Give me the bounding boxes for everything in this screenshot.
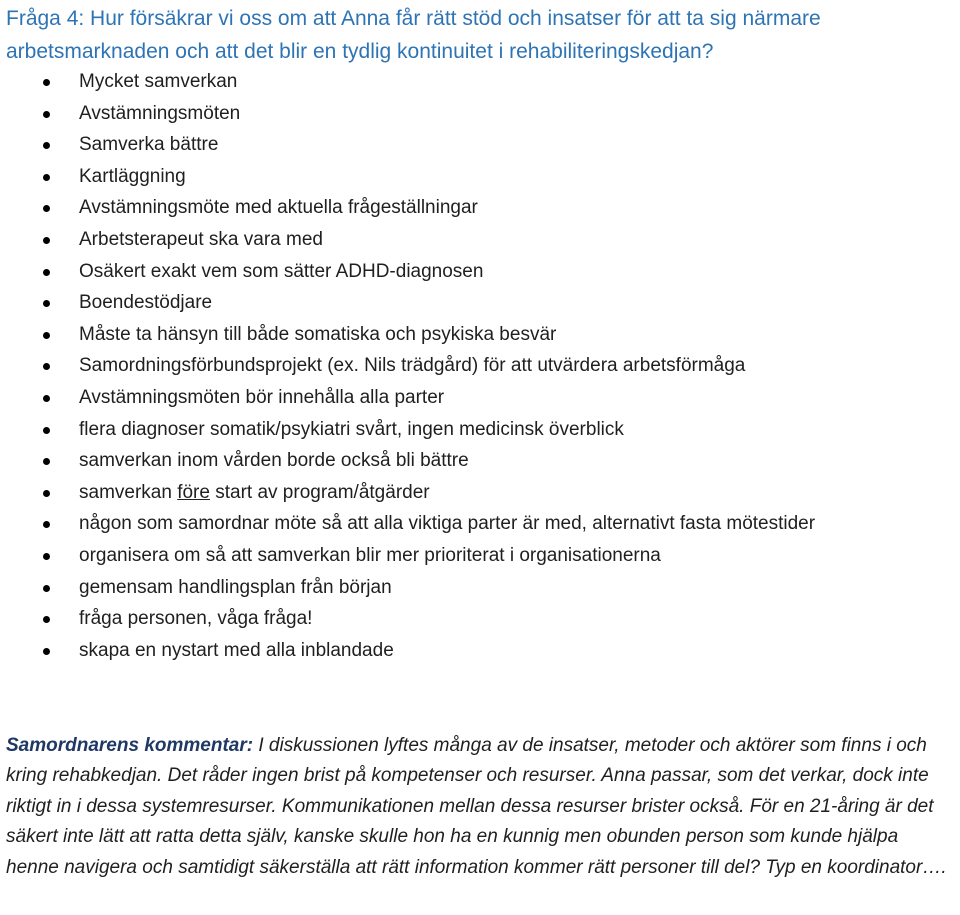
list-item [0, 192, 815, 224]
list-item [0, 572, 815, 604]
list-item [0, 161, 815, 193]
bullet-icon [43, 585, 50, 592]
list-item [0, 382, 815, 414]
list-item-text: samverkan inom vården borde också bli bättre [79, 450, 469, 472]
list-item-text-before: samverkan [79, 481, 178, 503]
list-item [0, 256, 815, 288]
bullet-icon [43, 142, 50, 149]
list-item-text: Måste ta hänsyn till både somatiska och psykiska besvär [79, 323, 557, 345]
list-item [0, 635, 815, 667]
answer-bullet-list [0, 66, 815, 666]
list-item-text: Avstämningsmöte med aktuella frågeställningar [79, 197, 478, 219]
list-item [0, 98, 815, 130]
list-item-text: gemensam handlingsplan från början [79, 576, 392, 598]
list-item-text-after: start av program/åtgärder [209, 481, 430, 503]
list-item-text: fråga personen, våga fråga! [79, 608, 313, 630]
list-item [0, 287, 815, 319]
list-item-text: Samordningsförbundsprojekt (ex. Nils trädgård) för att utvärdera arbetsförmåga [79, 355, 746, 377]
list-item [0, 319, 815, 351]
list-item-text: Osäkert exakt vem som sätter ADHD-diagnosen [79, 260, 484, 282]
bullet-icon [43, 553, 50, 560]
bullet-icon [43, 363, 50, 370]
list-item-text: Kartläggning [79, 165, 186, 187]
list-item [0, 350, 815, 382]
bullet-icon [43, 269, 50, 276]
bullet-icon [43, 237, 50, 244]
list-item [0, 224, 815, 256]
comment-text: I diskussionen lyftes många av de insatser, metoder och aktörer som finns i och kring rehabkedjan. Det råder ingen brist på kompetenser och resurser. Anna passar, som det verkar, dock inte riktigt in i dessa systemresurser. Kommunikationen mellan dessa resurser brister också. För en 21-åring är det säkert inte lätt att ratta detta själv, kanske skulle hon ha en kunnig men obunden person som kunde hjälpa henne navigera och samtidigt säkerställa att rätt information kommer rätt personer till del? Typ en koordinator…. [6, 735, 947, 878]
underlined-word: före [177, 481, 210, 503]
list-item [0, 603, 815, 635]
list-item-text: Avstämningsmöten [79, 102, 241, 124]
bullet-icon [43, 300, 50, 307]
bullet-icon [43, 174, 50, 181]
list-item [0, 129, 815, 161]
list-item [0, 445, 815, 477]
comment-label: Samordnarens kommentar: [6, 735, 254, 756]
bullet-icon [43, 616, 50, 623]
list-item-text: Avstämningsmöten bör innehålla alla parter [79, 386, 445, 408]
bullet-icon [43, 427, 50, 434]
bullet-icon [43, 111, 50, 118]
bullet-icon [43, 458, 50, 465]
list-item-text: Mycket samverkan [79, 71, 238, 92]
list-item [0, 66, 815, 98]
bullet-icon [43, 490, 50, 497]
list-item-text: flera diagnoser somatik/psykiatri svårt, ingen medicinsk överblick [79, 418, 624, 440]
list-item-text: skapa en nystart med alla inblandade [79, 639, 394, 661]
list-item-text: organisera om så att samverkan blir mer prioriterat i organisationerna [79, 544, 661, 566]
question-heading: Fråga 4: Hur försäkrar vi oss om att Anna får rätt stöd och insatser för att ta sig närmare arbetsmarknaden och att det blir en tydlig kontinuitet i rehabiliteringskedjan? [6, 7, 821, 63]
list-item-text: Samverka bättre [79, 134, 219, 156]
bullet-icon [43, 205, 50, 212]
list-item-text: Boendestödjare [79, 292, 213, 314]
list-item [0, 540, 815, 572]
bullet-icon [43, 648, 50, 655]
bullet-icon [43, 79, 50, 86]
bullet-icon [43, 395, 50, 402]
list-item [0, 477, 815, 509]
coordinator-comment [6, 731, 951, 883]
list-item [0, 508, 815, 540]
list-item-text: Arbetsterapeut ska vara med [79, 228, 323, 250]
bullet-icon [43, 332, 50, 339]
list-item-text [79, 482, 430, 503]
bullet-icon [43, 521, 50, 528]
list-item [0, 414, 815, 446]
list-item-text: någon som samordnar möte så att alla viktiga parter är med, alternativt fasta mötestider [79, 513, 816, 535]
